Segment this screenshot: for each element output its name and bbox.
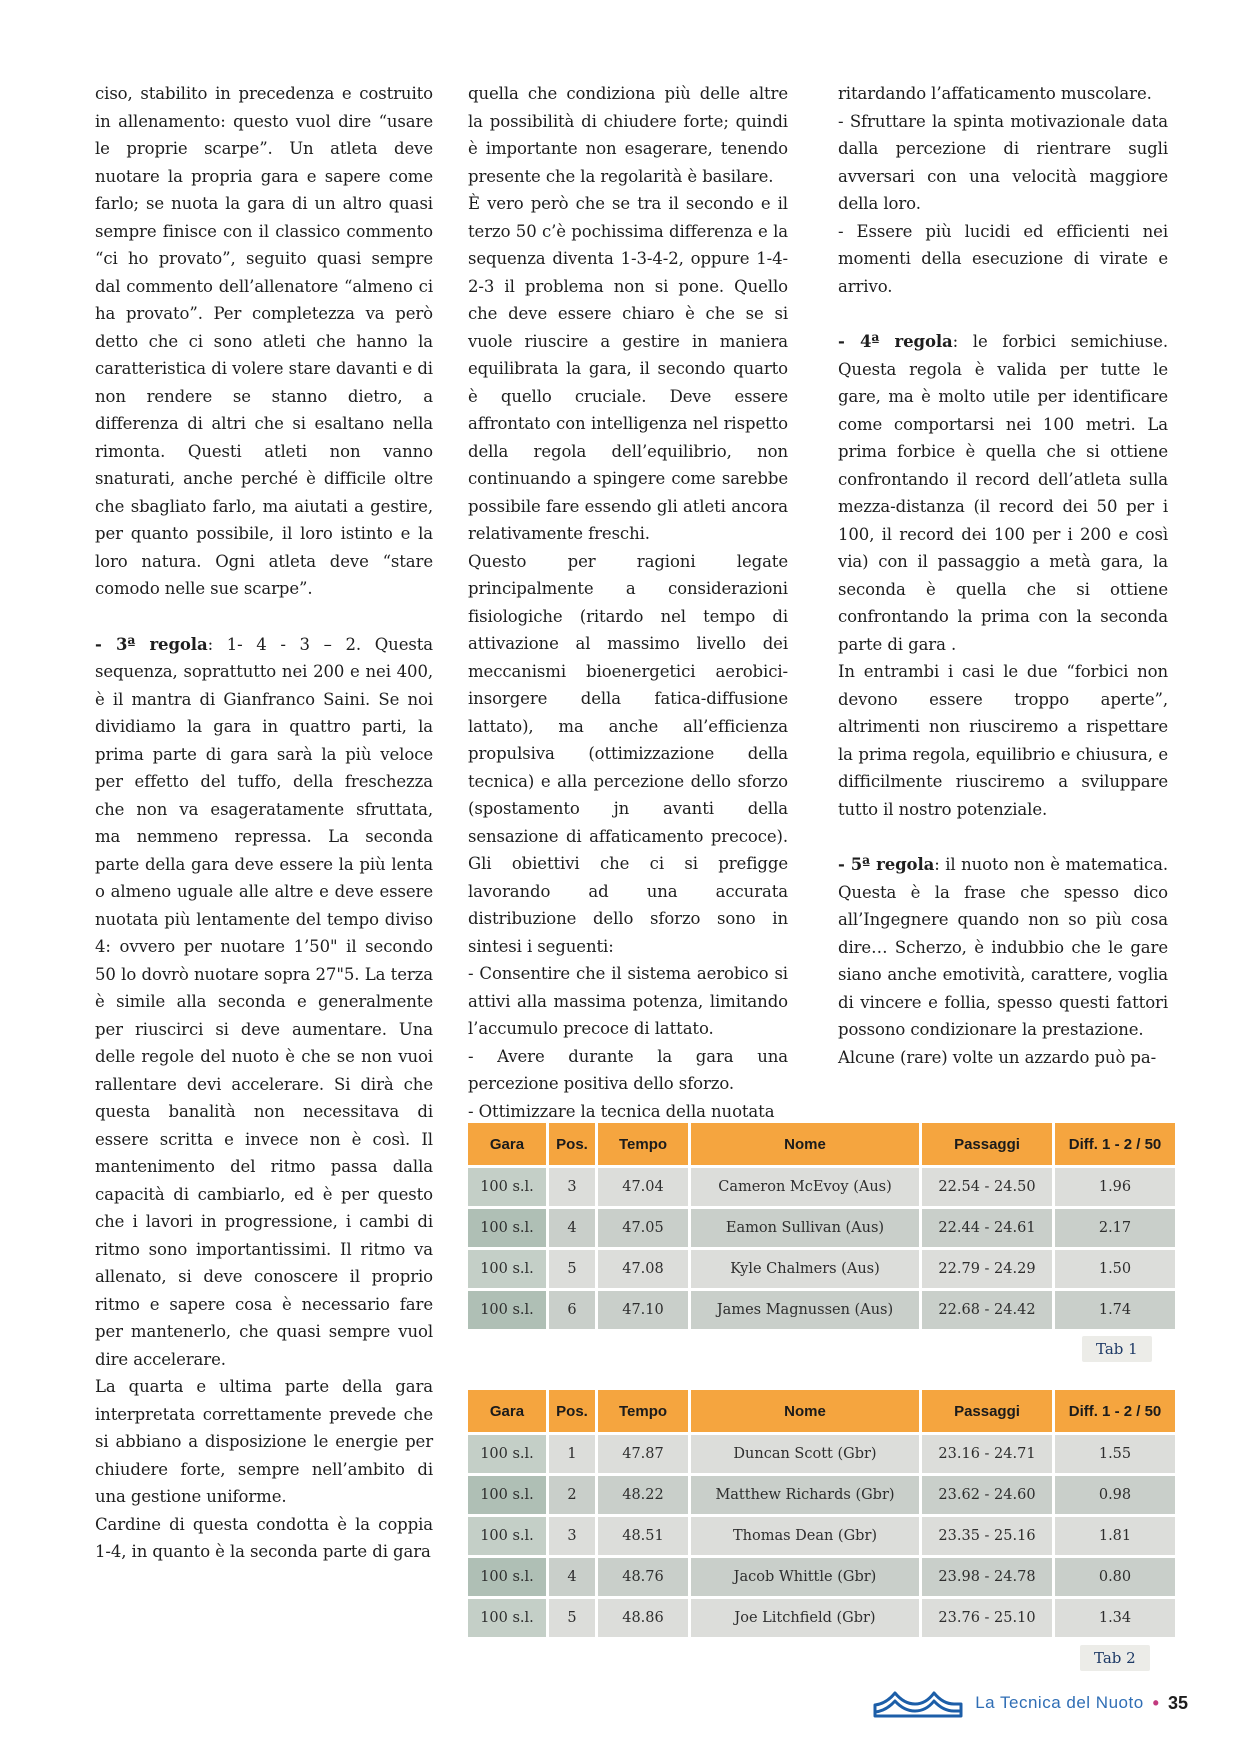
- cell-diff: 1.50: [1055, 1250, 1175, 1288]
- table-row: [468, 1168, 1175, 1206]
- results-table-aus: [468, 1123, 1175, 1332]
- cell-gara: 100 s.l.: [468, 1209, 546, 1247]
- paragraph: Alcune (rare) volte un azzardo può pa-: [838, 1047, 1157, 1067]
- table-row: [468, 1250, 1175, 1288]
- paragraph: È vero però che se tra il secondo e il terzo 50 c’è pochissima differenza e la sequenza diventa 1-3-4-2, oppure 1-4-2-3 il problema non si pone. Quello che deve essere chiaro è che se si vuole riuscire a gestire in maniera equilibrata la gara, il secondo quarto è quello cruciale. Deve essere affrontato con intelligenza nel rispetto della regola dell’equilibrio, non continuando a spingere come sarebbe possibile fare essendo gli atleti ancora relativamente freschi.: [468, 194, 788, 543]
- cell-pos: 3: [549, 1517, 595, 1555]
- bullet-item: - Ottimizzare la tecnica della nuotata: [468, 1101, 775, 1121]
- cell-gara: 100 s.l.: [468, 1291, 546, 1329]
- cell-diff: 1.81: [1055, 1517, 1175, 1555]
- cell-nome: Eamon Sullivan (Aus): [691, 1209, 919, 1247]
- text-column-2: [468, 80, 788, 1125]
- rule-4-heading: - 4ª regola: [838, 332, 953, 351]
- table-row: [468, 1209, 1175, 1247]
- paragraph: La quarta e ultima parte della gara interpretata correttamente prevede che si abbiano a disposizione le energie per chiudere forte, sempre nell’ambito di una gestione uniforme.: [95, 1377, 433, 1506]
- cell-tempo: 48.22: [598, 1476, 688, 1514]
- text-column-1: [95, 80, 433, 1566]
- paragraph: ritardando l’affaticamento muscolare.: [838, 84, 1152, 103]
- cell-pos: 3: [549, 1168, 595, 1206]
- bullet-item: - Essere più lucidi ed efficienti nei momenti della esecuzione di virate e arrivo.: [838, 221, 1168, 296]
- paragraph: quella che condiziona più delle altre la possibilità di chiudere forte; quindi è importante non esagerare, tenendo presente che la regolarità è basilare.: [468, 84, 788, 186]
- cell-nome: Cameron McEvoy (Aus): [691, 1168, 919, 1206]
- cell-tempo: 48.51: [598, 1517, 688, 1555]
- table-row: [468, 1517, 1175, 1555]
- results-table-gbr: [468, 1390, 1175, 1640]
- cell-gara: 100 s.l.: [468, 1599, 546, 1637]
- paragraph-rule-3: [95, 631, 433, 1374]
- cell-diff: 1.34: [1055, 1599, 1175, 1637]
- cell-pos: 2: [549, 1476, 595, 1514]
- cell-nome: Matthew Richards (Gbr): [691, 1476, 919, 1514]
- cell-diff: 1.96: [1055, 1168, 1175, 1206]
- cell-gara: 100 s.l.: [468, 1476, 546, 1514]
- separator-dot: •: [1152, 1692, 1159, 1713]
- bullet-item: - Avere durante la gara una percezione positiva dello sforzo.: [468, 1046, 788, 1093]
- cell-diff: 1.55: [1055, 1435, 1175, 1473]
- rule-4-body: : le forbici semichiuse. Questa regola è valida per tutte le gare, ma è molto utile per identificare come comportarsi nei 100 metri. La prima forbice è quella che si ottiene confrontando il record dell’atleta sulla mezza-distanza (il record dei 50 per i 100, il record dei 100 per i 200 e così via) con il passaggio a metà gara, la seconda è quella che si ottiene confrontando la prima con la seconda parte di gara .: [838, 332, 1168, 654]
- cell-tempo: 48.76: [598, 1558, 688, 1596]
- page-number: 35: [1167, 1692, 1188, 1713]
- cell-passaggi: 23.16 - 24.71: [922, 1435, 1052, 1473]
- cell-diff: 1.74: [1055, 1291, 1175, 1329]
- header-nome: Nome: [691, 1390, 919, 1432]
- cell-tempo: 47.10: [598, 1291, 688, 1329]
- table-row: [468, 1291, 1175, 1329]
- cell-diff: 0.80: [1055, 1558, 1175, 1596]
- cell-pos: 4: [549, 1209, 595, 1247]
- cell-nome: Joe Litchfield (Gbr): [691, 1599, 919, 1637]
- cell-tempo: 47.87: [598, 1435, 688, 1473]
- cell-pos: 5: [549, 1250, 595, 1288]
- table-1-caption: Tab 1: [1082, 1336, 1152, 1362]
- rule-3-heading: - 3ª regola: [95, 634, 208, 654]
- table-row: [468, 1435, 1175, 1473]
- rule-3-body: : 1- 4 - 3 – 2. Questa sequenza, soprattutto nei 200 e nei 400, è il mantra di Gianfranco Saini. Se noi dividiamo la gara in quattro parti, la prima parte di gara sarà la più veloce per effetto del tuffo, della freschezza che non va esageratamente sfruttata, ma nemmeno repressa. La seconda parte della gara deve essere la più lenta o almeno uguale alle altre e deve essere nuotata più lentamente del tempo diviso 4: ovvero per nuotare 1’50" il secondo 50 lo dovrò nuotare sopra 27"5. La terza è simile alla seconda e generalmente per riuscirci si deve aumentare. Una delle regole del nuoto è che se non vuoi rallentare devi accelerare. Si dirà che questa banalità non necessitava di essere scritta e invece non è così. Il mantenimento del ritmo passa dalla capacità di cambiarlo, ed è per questo che i lavori in progressione, i cambi di ritmo sono importantissimi. Il ritmo va allenato, si deve conoscere il proprio ritmo e sapere cosa è necessario fare per mantenerlo, che quasi sempre vuol dire accelerare.: [95, 634, 433, 1369]
- table-row: [468, 1476, 1175, 1514]
- table-2-caption: Tab 2: [1080, 1645, 1150, 1671]
- cell-diff: 2.17: [1055, 1209, 1175, 1247]
- header-tempo: Tempo: [598, 1390, 688, 1432]
- cell-gara: 100 s.l.: [468, 1517, 546, 1555]
- cell-gara: 100 s.l.: [468, 1435, 546, 1473]
- magazine-title: La Tecnica del Nuoto: [975, 1693, 1144, 1712]
- cell-tempo: 48.86: [598, 1599, 688, 1637]
- cell-passaggi: 22.44 - 24.61: [922, 1209, 1052, 1247]
- cell-tempo: 47.08: [598, 1250, 688, 1288]
- cell-tempo: 47.05: [598, 1209, 688, 1247]
- bullet-item: - Consentire che il sistema aerobico si attivi alla massima potenza, limitando l’accumulo precoce di lattato.: [468, 964, 788, 1038]
- text-column-3: [838, 80, 1168, 1071]
- cell-nome: Duncan Scott (Gbr): [691, 1435, 919, 1473]
- cell-nome: James Magnussen (Aus): [691, 1291, 919, 1329]
- cell-nome: Kyle Chalmers (Aus): [691, 1250, 919, 1288]
- header-diff: Diff. 1 - 2 / 50: [1055, 1123, 1175, 1165]
- table-header-row: [468, 1390, 1175, 1432]
- cell-pos: 6: [549, 1291, 595, 1329]
- table-row: [468, 1558, 1175, 1596]
- cell-passaggi: 23.62 - 24.60: [922, 1476, 1052, 1514]
- header-passaggi: Passaggi: [922, 1390, 1052, 1432]
- header-passaggi: Passaggi: [922, 1123, 1052, 1165]
- paragraph: In entrambi i casi le due “forbici non devono essere troppo aperte”, altrimenti non riusciremo a rispettare la prima regola, equilibrio e chiusura, e difficilmente riusciremo a sviluppare tutto il nostro potenziale.: [838, 662, 1168, 819]
- cell-nome: Thomas Dean (Gbr): [691, 1517, 919, 1555]
- rule-5-heading: - 5ª regola: [838, 855, 935, 874]
- cell-passaggi: 23.98 - 24.78: [922, 1558, 1052, 1596]
- cell-pos: 1: [549, 1435, 595, 1473]
- cell-gara: 100 s.l.: [468, 1250, 546, 1288]
- cell-tempo: 47.04: [598, 1168, 688, 1206]
- header-pos: Pos.: [549, 1390, 595, 1432]
- cell-passaggi: 23.76 - 25.10: [922, 1599, 1052, 1637]
- header-nome: Nome: [691, 1123, 919, 1165]
- cell-passaggi: 23.35 - 25.16: [922, 1517, 1052, 1555]
- page-footer: [870, 1686, 1188, 1720]
- table-header-row: [468, 1123, 1175, 1165]
- wave-logo-icon: [870, 1686, 966, 1720]
- cell-passaggi: 22.54 - 24.50: [922, 1168, 1052, 1206]
- header-tempo: Tempo: [598, 1123, 688, 1165]
- cell-gara: 100 s.l.: [468, 1558, 546, 1596]
- cell-gara: 100 s.l.: [468, 1168, 546, 1206]
- header-gara: Gara: [468, 1123, 546, 1165]
- rule-5-body: : il nuoto non è matematica. Questa è la frase che spesso dico all’Ingegnere quando non so più cosa dire… Scherzo, è indubbio che le gare siano anche emotività, carattere, voglia di vincere e follia, spesso questi fattori possono condizionare la prestazione.: [838, 855, 1168, 1039]
- cell-pos: 4: [549, 1558, 595, 1596]
- bullet-item: - Sfruttare la spinta motivazionale data dalla percezione di rientrare sugli avversari con una velocità maggiore della loro.: [838, 111, 1168, 213]
- paragraph-rule-5: [838, 851, 1168, 1044]
- paragraph-rule-4: [838, 328, 1168, 658]
- cell-pos: 5: [549, 1599, 595, 1637]
- cell-passaggi: 22.68 - 24.42: [922, 1291, 1052, 1329]
- cell-diff: 0.98: [1055, 1476, 1175, 1514]
- header-diff: Diff. 1 - 2 / 50: [1055, 1390, 1175, 1432]
- header-gara: Gara: [468, 1390, 546, 1432]
- cell-passaggi: 22.79 - 24.29: [922, 1250, 1052, 1288]
- paragraph: Cardine di questa condotta è la coppia 1-4, in quanto è la seconda parte di gara: [95, 1514, 433, 1561]
- paragraph: ciso, stabilito in precedenza e costruito in allenamento: questo vuol dire “usare le proprie scarpe”. Un atleta deve nuotare la propria gara e sapere come farlo; se nuota la gara di un altro quasi sempre finisce con il classico commento “ci ho provato”, seguito quasi sempre dal commento dell’allenatore “almeno ci ha provato”. Per completezza va però detto che ci sono atleti che hanno la caratteristica di volere stare davanti e di non rendere se stanno dietro, a differenza di altri che si esaltano nella rimonta. Questi atleti non vanno snaturati, anche perché è difficile oltre che sbagliato farlo, ma aiutati a gestire, per quanto possibile, il loro istinto e la loro natura. Ogni atleta deve “stare comodo nelle sue scarpe”.: [95, 84, 433, 598]
- header-pos: Pos.: [549, 1123, 595, 1165]
- table-row: [468, 1599, 1175, 1637]
- cell-nome: Jacob Whittle (Gbr): [691, 1558, 919, 1596]
- paragraph: Questo per ragioni legate principalmente a considerazioni fisiologiche (ritardo nel tempo di attivazione al massimo livello dei meccanismi bioenergetici aerobici-insorgere della fatica-diffusione lattato), ma anche all’efficienza propulsiva (ottimizzazione della tecnica) e alla percezione dello sforzo (spostamento jn avanti della sensazione di affaticamento precoce). Gli obiettivi che ci si prefigge lavorando ad una accurata distribuzione dello sforzo sono in sintesi i seguenti:: [468, 551, 788, 956]
